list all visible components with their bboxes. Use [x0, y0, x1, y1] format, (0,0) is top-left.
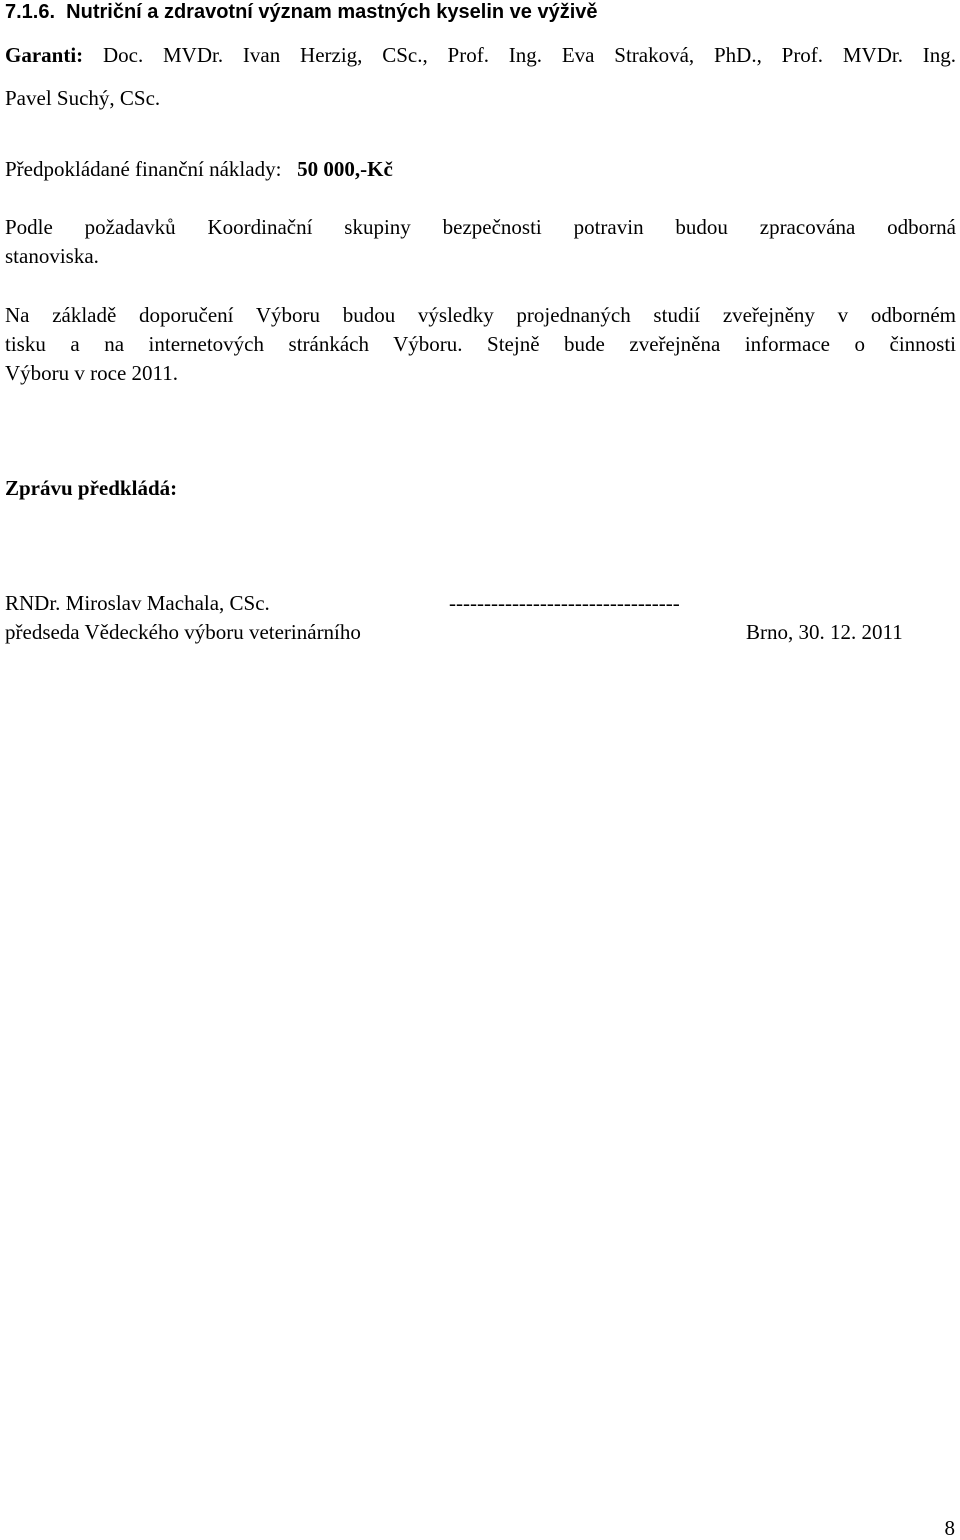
paragraph1-line-1: Podle požadavků Koordinační skupiny bezpečnosti potravin budou zpracována odborná — [5, 215, 956, 239]
submitter-name: RNDr. Miroslav Machala, CSc. — [5, 591, 270, 615]
page-number: 8 — [944, 1516, 955, 1540]
submitter-position: předseda Vědeckého výboru veterinárního — [5, 620, 361, 644]
place-date: Brno, 30. 12. 2011 — [746, 620, 903, 644]
paragraph2-line-1: Na základě doporučení Výboru budou výsledky projednaných studií zveřejněny v odborném — [5, 303, 956, 327]
paragraph2-line-2: tisku a na internetových stránkách Výboru. Stejně bude zveřejněna informace o činnosti — [5, 332, 956, 356]
section-title: Nutriční a zdravotní význam mastných kyselin ve výživě — [66, 1, 598, 23]
paragraph1-line-2: stanoviska. — [5, 244, 99, 268]
paragraph2-line-3: Výboru v roce 2011. — [5, 361, 179, 385]
guarantors-line-2: Pavel Suchý, CSc. — [5, 86, 161, 110]
guarantors-line-1 — [5, 45, 956, 66]
section-heading — [5, 2, 598, 22]
signature-line: --------------------------------- — [449, 591, 680, 615]
costs-line — [5, 159, 393, 180]
costs-label: Předpokládané finanční náklady: — [5, 157, 282, 181]
guarantors-label: Garanti: — [5, 43, 84, 67]
guarantors-names-1: Doc. MVDr. Ivan Herzig, CSc., Prof. Ing. Eva Straková, PhD., Prof. MVDr. Ing. — [102, 43, 957, 67]
submitter-heading: Zprávu předkládá: — [5, 476, 178, 500]
costs-value: 50 000,-Kč — [297, 157, 393, 181]
section-number: 7.1.6. — [5, 1, 56, 23]
